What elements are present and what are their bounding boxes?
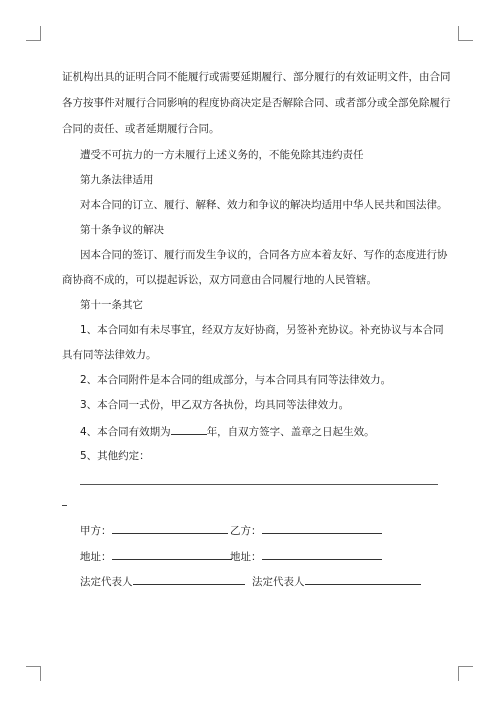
paragraph-line: 证机构出具的证明合同不能履行或需要延期履行、部分履行的有效证明文件，由合同 (62, 71, 451, 83)
rep-b-label: 法定代表人 (252, 576, 305, 588)
paragraph-line: 商协商不成的，可以提起诉讼，双方同意由合同履行地的人民管辖。 (62, 274, 377, 286)
clause-validity (80, 424, 375, 439)
party-a-blank[interactable] (112, 522, 228, 534)
clause-line: 2、本合同附件是本合同的组成部分，与本合同具有同等法律效力。 (80, 374, 392, 386)
crop-mark-bottom-right (458, 666, 473, 681)
address-b-field (230, 548, 382, 564)
clause-line: 1、本合同如有未尽事宜，经双方友好协商，另签补充协议。补充协议与本合同 (80, 324, 444, 336)
address-a-blank[interactable] (112, 548, 232, 560)
party-b-label: 乙方： (230, 525, 262, 537)
party-b-blank[interactable] (262, 522, 382, 534)
validity-years-blank[interactable] (171, 424, 207, 435)
clause-other-agreement: 5、其他约定： (80, 450, 150, 462)
clause-line: 3、本合同一式份，甲乙双方各执份，均具同等法律效力。 (80, 399, 350, 411)
party-b-field (230, 522, 382, 538)
paragraph-line: 合同的责任、或者延期履行合同。 (62, 123, 220, 135)
validity-prefix: 4、本合同有效期为 (80, 426, 171, 438)
section-heading-other: 第十一条其它 (80, 299, 143, 311)
party-a-field (80, 522, 228, 538)
crop-mark-top-right (458, 26, 473, 41)
validity-suffix: 年，自双方签字、盖章之日起生效。 (206, 426, 375, 438)
address-a-field (80, 548, 232, 564)
section-heading-dispute: 第十条争议的解决 (80, 224, 164, 236)
rep-a-label: 法定代表人 (80, 576, 133, 588)
paragraph-line: 各方按事件对履行合同影响的程度协商决定是否解除合同、或者部分或全部免除履行 (62, 97, 451, 109)
paragraph-line: 对本合同的订立、履行、解释、效力和争议的解决均适用中华人民共和国法律。 (80, 199, 448, 211)
crop-mark-top-left (26, 26, 41, 41)
section-heading-law: 第九条法律适用 (80, 174, 154, 186)
address-a-label: 地址： (80, 551, 112, 563)
clause-line: 具有同等法律效力。 (62, 349, 157, 361)
address-b-label: 地址： (230, 551, 262, 563)
rep-a-blank[interactable] (133, 573, 245, 585)
stray-dash (62, 505, 67, 506)
paragraph-line: 因本合同的签订、履行而发生争议的，合同各方应本着友好、写作的态度进行协 (80, 249, 448, 261)
rep-b-field (252, 573, 421, 589)
paragraph-line: 遭受不可抗力的一方未履行上述义务的，不能免除其违约责任 (80, 149, 364, 161)
crop-mark-bottom-left (26, 666, 41, 681)
rep-b-blank[interactable] (305, 573, 421, 585)
other-agreement-fill-line[interactable] (80, 484, 438, 485)
address-b-blank[interactable] (262, 548, 382, 560)
rep-a-field (80, 573, 245, 589)
party-a-label: 甲方： (80, 525, 112, 537)
